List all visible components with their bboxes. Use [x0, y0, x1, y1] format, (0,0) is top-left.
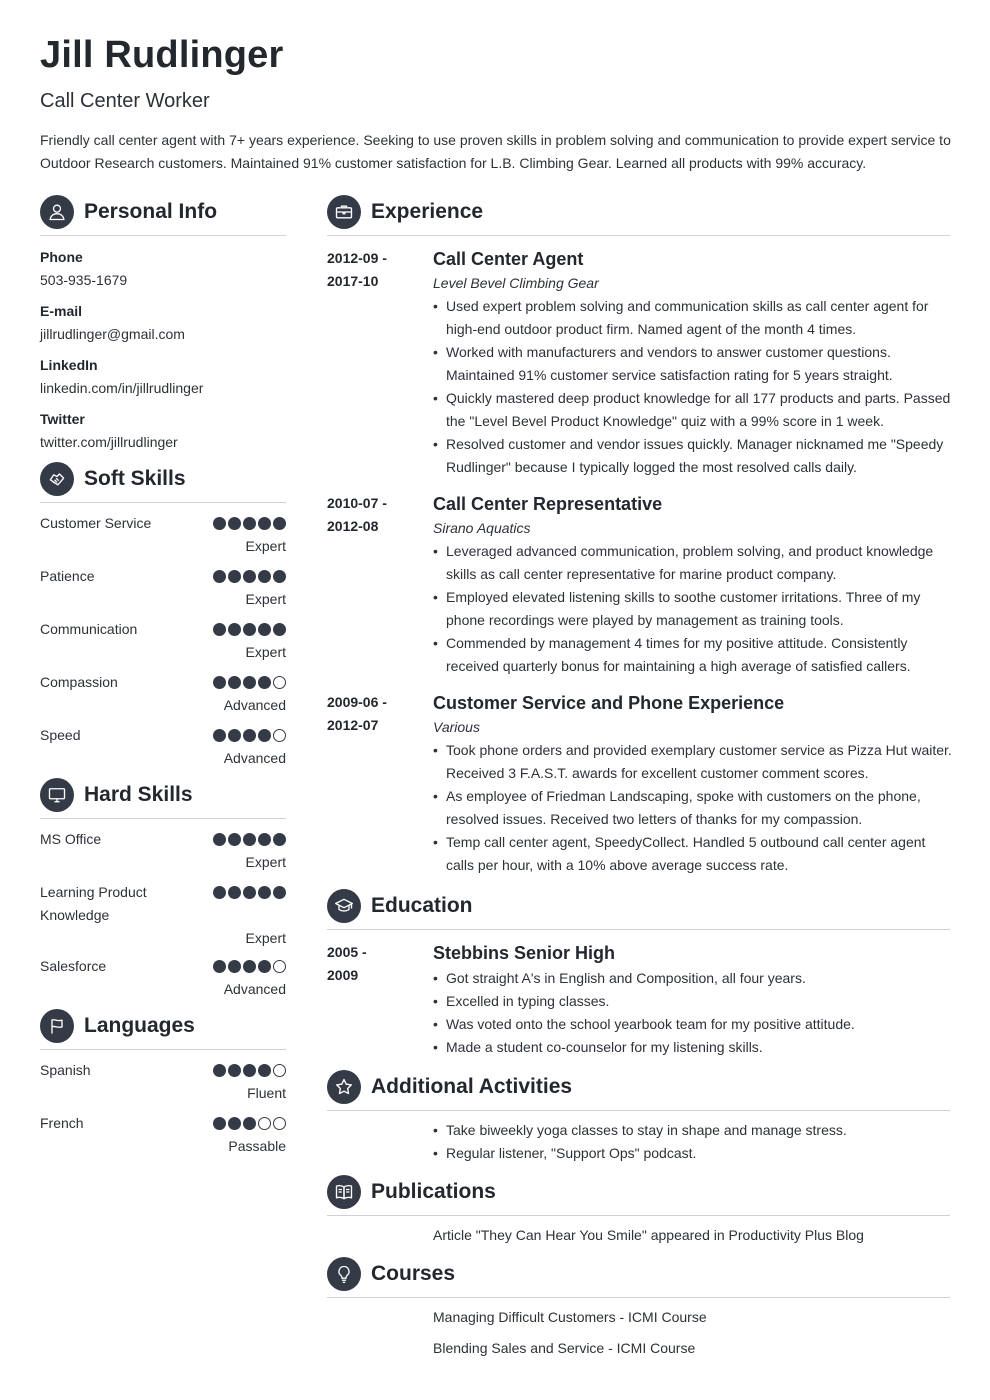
activities-title: Additional Activities: [371, 1075, 573, 1098]
language-rating: [213, 1117, 286, 1130]
skill-rating: [213, 886, 286, 899]
date-end: 2017-10: [327, 273, 379, 289]
rating-dot-filled: [228, 570, 241, 583]
monitor-icon: [40, 778, 74, 812]
company-name: Level Bevel Climbing Gear: [433, 275, 599, 291]
skill-name: Customer Service: [40, 515, 152, 531]
star-icon: [327, 1070, 361, 1104]
rating-dot-filled: [213, 729, 226, 742]
skill-rating: [213, 729, 286, 742]
rating-dot-filled: [258, 833, 271, 846]
rating-dot-filled: [213, 1064, 226, 1077]
skill-rating: [213, 517, 286, 530]
rating-dot-filled: [228, 886, 241, 899]
role-title: Call Center Agent: [433, 249, 584, 269]
linkedin-value: linkedin.com/in/jillrudlinger: [40, 380, 204, 396]
publications-title: Publications: [371, 1180, 496, 1203]
entry-dates: [327, 691, 417, 737]
rating-dot-filled: [213, 517, 226, 530]
rating-dot-filled: [243, 676, 256, 689]
rating-dot-filled: [273, 570, 286, 583]
bullet-item: • Worked with manufacturers and vendors to answer customer questions. Maintained 91% customer service satisfaction rating for 5 years straight.: [433, 341, 953, 387]
hard-skills-header: [40, 778, 286, 819]
rating-dot-filled: [273, 833, 286, 846]
bullet-item: • Temp call center agent, SpeedyCollect. Handled 5 outbound call center agent calls per hour, with a 10% above average success rate.: [433, 831, 953, 877]
rating-dot-filled: [243, 833, 256, 846]
date-start: 2005 -: [327, 944, 367, 960]
skill-level: Advanced: [223, 697, 286, 713]
bullet-list: [433, 295, 953, 479]
language-item: [40, 1059, 286, 1112]
date-end: 2012-07: [327, 717, 379, 733]
company-name: Sirano Aquatics: [433, 520, 531, 536]
skill-level: Expert: [245, 930, 286, 946]
rating-dot-empty: [258, 1117, 271, 1130]
rating-dot-filled: [243, 1064, 256, 1077]
bullet-item: • Got straight A's in English and Composition, all four years.: [433, 967, 953, 990]
bullet-item: • As employee of Friedman Landscaping, spoke with customers on the phone, resolved issues. Received two letters of thanks for my compassion.: [433, 785, 953, 831]
personal-info-title: Personal Info: [84, 200, 218, 223]
rating-dot-filled: [258, 1064, 271, 1077]
rating-dot-empty: [273, 676, 286, 689]
rating-dot-filled: [213, 833, 226, 846]
user-icon: [40, 195, 74, 229]
rating-dot-filled: [243, 517, 256, 530]
skill-level: Advanced: [223, 981, 286, 997]
skill-level: Expert: [245, 644, 286, 660]
rating-dot-filled: [228, 1117, 241, 1130]
skill-level: Advanced: [223, 750, 286, 766]
rating-dot-filled: [258, 623, 271, 636]
candidate-name: Jill Rudlinger: [40, 34, 284, 76]
languages-list: [40, 1059, 286, 1165]
publications-header: [327, 1175, 950, 1216]
languages-header: [40, 1009, 286, 1050]
rating-dot-filled: [228, 623, 241, 636]
briefcase-icon: [327, 195, 361, 229]
skill-rating: [213, 570, 286, 583]
linkedin-label: LinkedIn: [40, 357, 98, 373]
bullet-item: • Regular listener, "Support Ops" podcast.: [433, 1142, 953, 1165]
bullet-list: [433, 540, 953, 678]
bullet-item: • Commended by management 4 times for my positive attitude. Consistently received quarterly bonus for maintaining a high average of satisfied callers.: [433, 632, 953, 678]
rating-dot-filled: [213, 886, 226, 899]
skill-level: Expert: [245, 854, 286, 870]
skill-item: [40, 724, 286, 777]
twitter-value: twitter.com/jillrudlinger: [40, 434, 178, 450]
skill-rating: [213, 676, 286, 689]
rating-dot-filled: [273, 623, 286, 636]
bullet-item: • Quickly mastered deep product knowledge for all 177 products and parts. Passed the "Level Bevel Product Knowledge" quiz with a 99% score in 1 week.: [433, 387, 953, 433]
bullet-item: • Employed elevated listening skills to soothe customer irritations. Three of my phone recordings were played by management as training tools.: [433, 586, 953, 632]
rating-dot-filled: [228, 517, 241, 530]
rating-dot-filled: [213, 676, 226, 689]
skill-name: Compassion: [40, 674, 118, 690]
personal-info-list: [40, 235, 286, 451]
rating-dot-filled: [243, 623, 256, 636]
rating-dot-filled: [228, 729, 241, 742]
book-icon: [327, 1175, 361, 1209]
bullet-item: • Took phone orders and provided exemplary customer service as Pizza Hut waiter. Received 3 F.A.S.T. awards for excellent customer comment scores.: [433, 739, 953, 785]
skill-name: Patience: [40, 568, 95, 584]
rating-dot-empty: [273, 1117, 286, 1130]
job-title: Call Center Worker: [40, 90, 210, 112]
skill-item: [40, 671, 286, 724]
school-name: Stebbins Senior High: [433, 943, 616, 963]
personal-info-header: [40, 195, 286, 236]
rating-dot-empty: [273, 960, 286, 973]
rating-dot-filled: [213, 960, 226, 973]
skill-name: MS Office: [40, 831, 102, 847]
entry-dates: [327, 941, 417, 987]
courses-title: Courses: [371, 1262, 456, 1285]
rating-dot-filled: [228, 1064, 241, 1077]
skill-name: Salesforce: [40, 958, 107, 974]
bullet-item: • Leveraged advanced communication, problem solving, and product knowledge skills as call center representative for marine product company.: [433, 540, 953, 586]
language-level: Passable: [228, 1138, 286, 1154]
entry-dates: [327, 492, 417, 538]
date-start: 2009-06 -: [327, 694, 387, 710]
rating-dot-filled: [273, 517, 286, 530]
course-item: Managing Difficult Customers - ICMI Course: [433, 1309, 707, 1325]
soft-skills-title: Soft Skills: [84, 467, 186, 490]
education-header: [327, 889, 950, 930]
rating-dot-filled: [228, 833, 241, 846]
lightbulb-icon: [327, 1257, 361, 1291]
hard-skills-title: Hard Skills: [84, 783, 193, 806]
skill-rating: [213, 833, 286, 846]
summary: Friendly call center agent with 7+ years experience. Seeking to use proven skills in problem solving and communication to provide expert service to Outdoor Research customers. Maintained 91% customer satisfaction for L.B. Climbing Gear. Learned all products with 99% accuracy.: [40, 132, 951, 171]
skill-name: Speed: [40, 727, 81, 743]
twitter-label: Twitter: [40, 411, 85, 427]
rating-dot-filled: [243, 886, 256, 899]
rating-dot-filled: [243, 729, 256, 742]
experience-header: [327, 195, 950, 236]
rating-dot-filled: [243, 960, 256, 973]
rating-dot-filled: [213, 570, 226, 583]
rating-dot-filled: [258, 570, 271, 583]
date-end: 2012-08: [327, 518, 379, 534]
skill-level: Expert: [245, 538, 286, 554]
bullet-list: [433, 967, 953, 1059]
graduation-cap-icon: [327, 889, 361, 923]
skill-name: Communication: [40, 621, 138, 637]
rating-dot-filled: [243, 570, 256, 583]
skill-item: [40, 512, 286, 565]
skill-item: [40, 955, 286, 1008]
rating-dot-filled: [213, 623, 226, 636]
date-start: 2010-07 -: [327, 495, 387, 511]
language-item: [40, 1112, 286, 1165]
rating-dot-empty: [273, 729, 286, 742]
languages-title: Languages: [84, 1014, 195, 1037]
language-level: Fluent: [247, 1085, 286, 1101]
email-label: E-mail: [40, 303, 83, 319]
activities-header: [327, 1070, 950, 1111]
experience-title: Experience: [371, 200, 484, 223]
date-start: 2012-09 -: [327, 250, 387, 266]
skill-rating: [213, 960, 286, 973]
soft-skills-list: [40, 512, 286, 777]
role-title: Customer Service and Phone Experience: [433, 693, 785, 713]
rating-dot-filled: [258, 960, 271, 973]
company-name: Various: [433, 719, 480, 735]
skill-item: [40, 618, 286, 671]
skill-item: [40, 881, 286, 955]
bullet-list: [433, 739, 953, 877]
courses-header: [327, 1257, 950, 1298]
skill-rating: [213, 623, 286, 636]
publication-item: Article "They Can Hear You Smile" appeared in Productivity Plus Blog: [433, 1227, 864, 1243]
course-item: Blending Sales and Service - ICMI Course: [433, 1340, 696, 1356]
bullet-item: • Resolved customer and vendor issues quickly. Manager nicknamed me "Speedy Rudlinger" because I typically logged the most resolved calls daily.: [433, 433, 953, 479]
skill-name: Learning Product Knowledge: [40, 884, 147, 923]
email-value: jillrudlinger@gmail.com: [40, 326, 185, 342]
rating-dot-filled: [273, 886, 286, 899]
bullet-item: • Take biweekly yoga classes to stay in shape and manage stress.: [433, 1119, 953, 1142]
rating-dot-filled: [228, 960, 241, 973]
bullet-list: [433, 1119, 953, 1165]
rating-dot-filled: [258, 517, 271, 530]
entry-dates: [327, 247, 417, 293]
bullet-item: • Used expert problem solving and communication skills as call center agent for high-end outdoor product firm. Named agent of the month 4 times.: [433, 295, 953, 341]
skill-item: [40, 565, 286, 618]
phone-value: 503-935-1679: [40, 272, 128, 288]
handshake-icon: [40, 462, 74, 496]
education-title: Education: [371, 894, 473, 917]
bullet-item: • Excelled in typing classes.: [433, 990, 953, 1013]
rating-dot-filled: [243, 1117, 256, 1130]
skill-item: [40, 828, 286, 881]
rating-dot-filled: [213, 1117, 226, 1130]
soft-skills-header: [40, 462, 286, 503]
date-end: 2009: [327, 967, 359, 983]
flag-icon: [40, 1009, 74, 1043]
language-name: Spanish: [40, 1062, 91, 1078]
rating-dot-filled: [228, 676, 241, 689]
skill-level: Expert: [245, 591, 286, 607]
role-title: Call Center Representative: [433, 494, 663, 514]
bullet-item: • Was voted onto the school yearbook team for my positive attitude.: [433, 1013, 953, 1036]
phone-label: Phone: [40, 249, 83, 265]
rating-dot-filled: [258, 886, 271, 899]
hard-skills-list: [40, 828, 286, 1008]
rating-dot-filled: [258, 729, 271, 742]
rating-dot-empty: [273, 1064, 286, 1077]
language-name: French: [40, 1115, 84, 1131]
rating-dot-filled: [258, 676, 271, 689]
bullet-item: • Made a student co-counselor for my listening skills.: [433, 1036, 953, 1059]
language-rating: [213, 1064, 286, 1077]
